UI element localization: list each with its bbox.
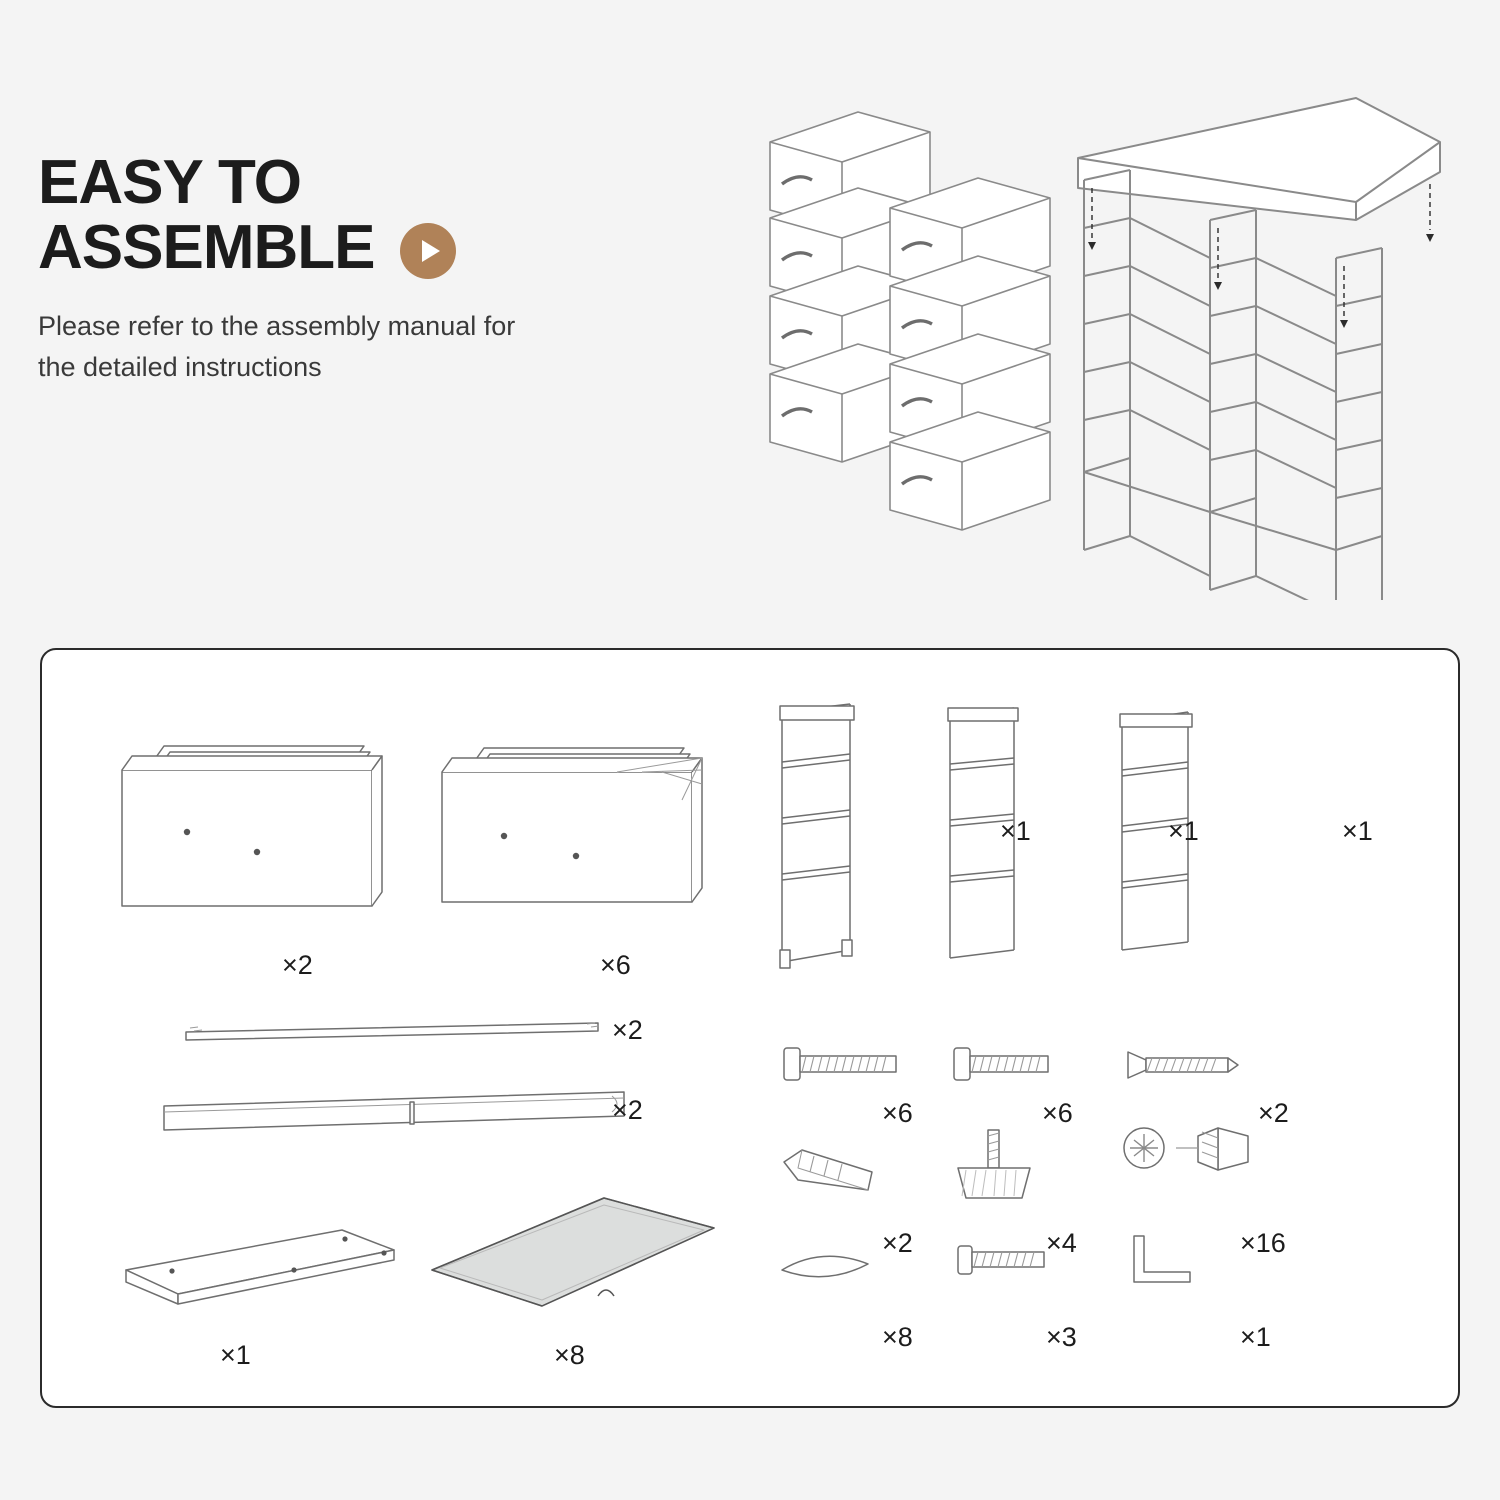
page-title xyxy=(38,148,598,283)
part-wall-anchor xyxy=(784,1150,872,1190)
play-triangle-icon xyxy=(422,240,440,262)
qty-plastic-clip: ×8 xyxy=(882,1322,913,1352)
part-fabric-drawer-panel xyxy=(432,1198,714,1306)
part-machine-screw xyxy=(958,1246,1044,1274)
qty-self-tapping-screw: ×16 xyxy=(1240,1228,1286,1258)
qty-middle-metal-frame: ×1 xyxy=(1168,816,1199,846)
part-thin-support-rod xyxy=(186,1023,599,1040)
part-bottom-board xyxy=(126,1230,394,1304)
parts-svg xyxy=(42,650,1458,1406)
qty-wall-anchor: ×2 xyxy=(882,1228,913,1258)
qty-flat-head-screw: ×2 xyxy=(1258,1098,1289,1128)
part-adjustable-foot xyxy=(958,1130,1030,1198)
qty-long-support-bar: ×2 xyxy=(612,1095,643,1125)
qty-bottom-board: ×1 xyxy=(220,1340,251,1370)
qty-machine-screw: ×3 xyxy=(1046,1322,1077,1352)
part-long-support-bar xyxy=(164,1092,624,1130)
qty-hex-bolt-long: ×6 xyxy=(882,1098,913,1128)
part-plastic-clip xyxy=(782,1256,868,1276)
qty-allen-key: ×1 xyxy=(1240,1322,1271,1352)
part-hex-bolt-long xyxy=(784,1048,896,1080)
qty-left-metal-frame: ×1 xyxy=(1000,816,1031,846)
headline-line-2: ASSEMBLE xyxy=(38,213,375,283)
qty-thin-support-rod: ×2 xyxy=(612,1015,643,1045)
qty-drawer-divider-board: ×6 xyxy=(600,950,631,980)
part-flat-head-screw xyxy=(1128,1052,1238,1078)
part-left-metal-frame xyxy=(780,704,854,968)
qty-right-metal-frame: ×1 xyxy=(1342,816,1373,846)
play-icon[interactable] xyxy=(400,223,456,279)
hero-illustration xyxy=(740,80,1470,600)
parts-list-panel xyxy=(40,648,1460,1408)
header-block xyxy=(38,150,598,387)
qty-side-panel-board: ×2 xyxy=(282,950,313,980)
part-allen-key xyxy=(1134,1236,1190,1282)
part-drawer-divider-board xyxy=(442,748,702,902)
assembly-instruction-text: Please refer to the assembly manual for the detailed instructions xyxy=(38,311,516,382)
headline-row-2 xyxy=(38,213,598,283)
qty-fabric-drawer-panel: ×8 xyxy=(554,1340,585,1370)
hero-svg xyxy=(740,80,1470,600)
frame-assembly xyxy=(1078,98,1440,600)
qty-adjustable-foot: ×4 xyxy=(1046,1228,1077,1258)
qty-hex-bolt-short: ×6 xyxy=(1042,1098,1073,1128)
part-self-tapping-screw xyxy=(1124,1128,1248,1170)
headline-line-1: EASY TO xyxy=(38,148,301,217)
part-hex-bolt-short xyxy=(954,1048,1048,1080)
part-side-panel-board xyxy=(122,746,382,906)
headline-row-1 xyxy=(38,150,598,215)
